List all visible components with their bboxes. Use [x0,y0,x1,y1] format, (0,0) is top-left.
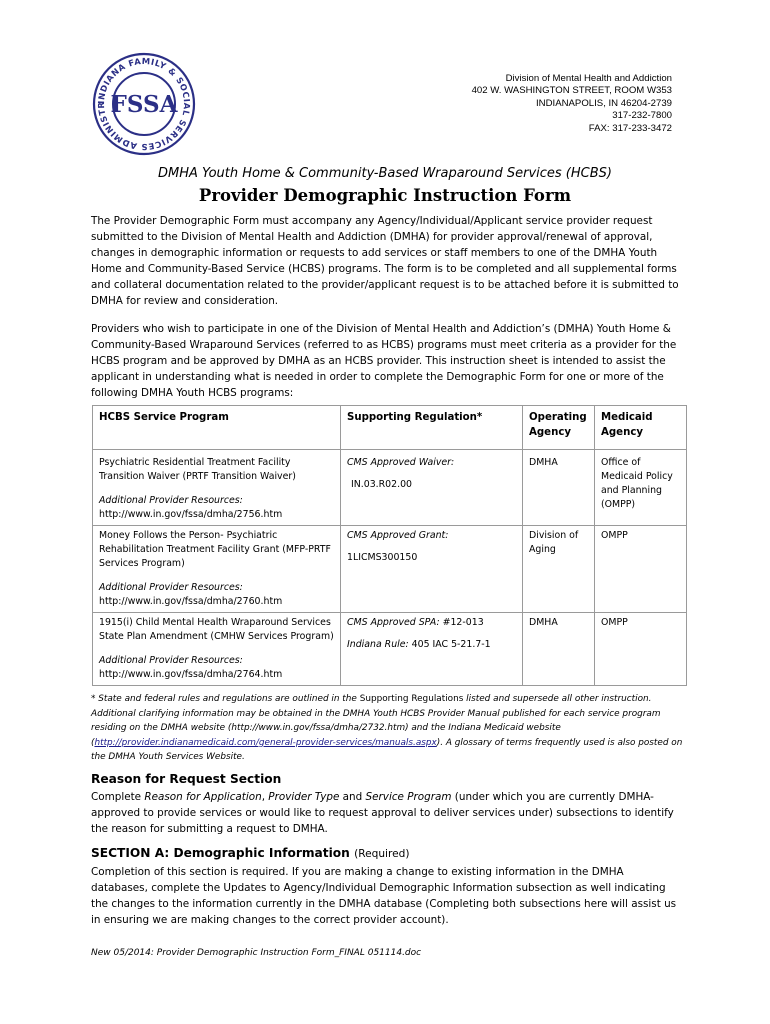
address-line: FAX: 317-233-3472 [588,122,672,134]
footnote-text: listed and supersede all other instruction. Additional clarifying information may be obtained in the DMHA Youth HCBS Provider Manual published for each service program residing on the DMHA website (http://www.in.gov/fssa/dmha/2732.htm) and the Indiana Medicaid website ( [91,694,661,748]
document-title: Provider Demographic Instruction Form [198,186,572,205]
reason-section-text [91,789,683,837]
operating-agency-cell: Division of Aging [523,526,595,613]
reason-emphasis: Provider Type [268,791,340,803]
regulation-line [347,616,516,630]
regulation-label: Indiana Rule: [347,639,409,650]
column-header: HCBS Service Program [93,406,341,450]
regulation-cell [341,450,523,526]
program-name: Psychiatric Residential Treatment Facility Transition Waiver (PRTF Transition Waiver) [99,457,296,482]
reason-text: , [261,791,269,803]
resources-link[interactable]: http://www.in.gov/fssa/dmha/2764.htm [99,669,283,680]
program-cell [93,613,341,686]
program-name: Money Follows the Person- Psychiatric Rehabilitation Treatment Facility Grant (MFP-PRTF Services Program) [99,530,331,569]
footnote-text: ). A glossary of terms frequently used is also posted on the DMHA Youth Services Website. [91,737,683,762]
section-a-title: SECTION A: Demographic Information [91,846,350,860]
regulation-value: #12-013 [442,617,484,628]
regulation-label: CMS Approved Grant: [347,530,449,541]
resources-link[interactable]: http://www.in.gov/fssa/dmha/2756.htm [99,509,283,520]
address-line: 317-232-7800 [612,110,672,122]
document-subtitle: DMHA Youth Home & Community-Based Wraparound Services (HCBS) [158,166,612,181]
svg-text:INDIANA FAMILY & SOCIAL SERVIC: INDIANA FAMILY & SOCIAL SERVICES ADMINISTR [95,55,193,153]
resources-label: Additional Provider Resources: [99,495,243,506]
regulation-value: 1LICMS300150 [347,552,418,563]
medicaid-manuals-link[interactable]: http://provider.indianamedicaid.com/general-provider-services/manuals.aspx [94,737,437,748]
regulation-line [347,638,516,652]
address-line: 402 W. WASHINGTON STREET, ROOM W353 [471,85,672,97]
footnote-text: * State and federal rules and regulations are outlined in the [91,694,360,704]
section-a-heading [91,846,409,860]
intro-paragraph: The Provider Demographic Form must accompany any Agency/Individual/Applicant service provider request submitted to the Division of Mental Health and Addiction (DMHA) for provider approval/renewal of approval, changes in demographic information or requests to add services or staff members to one of the DMHA Youth Home and Community-Based Service (HCBS) programs. The form is to be completed and all supplemental forms and collateral documentation related to the provider/applicant request is to be attached before it is submitted to DMHA for review and consideration. [91,215,679,307]
reason-text: and [339,791,366,803]
reason-emphasis: Service Program [365,791,452,803]
document-footer: New 05/2014: Provider Demographic Instruction Form_FINAL 051114.doc [91,948,422,958]
reason-emphasis: Reason for Application [144,791,262,803]
operating-agency-cell: DMHA [523,450,595,526]
regulation-value: IN.03.R02.00 [351,479,413,490]
table-header-row [93,406,687,450]
medicaid-agency-cell: Office of Medicaid Policy and Planning (OMPP) [595,450,687,526]
regulation-label: CMS Approved Waiver: [347,457,455,468]
medicaid-agency-cell: OMPP [595,526,687,613]
program-cell [93,526,341,613]
reason-text: (under which you are currently DMHA-approved to provide services or would like to request approval to deliver services under) subsections to identify the reason for submitting a request to DMHA. [91,791,674,835]
address-line: INDIANAPOLIS, IN 46204-2739 [536,97,672,109]
column-header: Medicaid Agency [595,406,687,450]
program-name: 1915(i) Child Mental Health Wraparound Services State Plan Amendment (CMHW Services Program) [99,617,334,642]
column-header: Supporting Regulation* [341,406,523,450]
fssa-logo [92,52,196,156]
programs-paragraph: Providers who wish to participate in one of the Division of Mental Health and Addiction’s (DMHA) Youth Home & Community-Based Wraparound Services (referred to as HCBS) programs must meet criteria as a provider for the HCBS program and be approved by DMHA as an HCBS provider. This instruction sheet is intended to assist the applicant in understanding what is needed in order to complete the Demographic Form for one or more of the following DMHA Youth HCBS programs: [91,323,677,399]
column-header: Operating Agency [523,406,595,450]
regulation-cell [341,526,523,613]
address-block [472,73,672,135]
operating-agency-cell: DMHA [523,613,595,686]
reason-section-heading: Reason for Request Section [91,772,282,786]
table-row [93,450,687,526]
resources-label: Additional Provider Resources: [99,655,243,666]
resources-label: Additional Provider Resources: [99,582,243,593]
regulation-value: 405 IAC 5-21.7-1 [411,639,491,650]
table-row [93,613,687,686]
table-row [93,526,687,613]
section-a-text: Completion of this section is required. If you are making a change to existing information in the DMHA databases, complete the Updates to Agency/Individual Demographic Information subsection as well indicating the changes to the information currently in the DMHA database (Completing both subsections here will assist us in ensuring we are making changes to the correct provider account). [91,866,677,926]
required-label: (Required) [354,848,410,860]
fssa-seal-icon [92,52,196,156]
resources-link[interactable]: http://www.in.gov/fssa/dmha/2760.htm [99,596,283,607]
regulations-footnote [91,692,687,765]
medicaid-agency-cell: OMPP [595,613,687,686]
address-line: Division of Mental Health and Addiction [505,73,672,84]
reason-text: Complete [91,791,145,803]
hcbs-programs-table [92,405,687,686]
footnote-emphasis: Supporting Regulations [359,694,464,704]
regulation-label: CMS Approved SPA: [347,617,440,628]
program-cell [93,450,341,526]
regulation-cell [341,613,523,686]
svg-text:FSSA: FSSA [110,91,178,118]
